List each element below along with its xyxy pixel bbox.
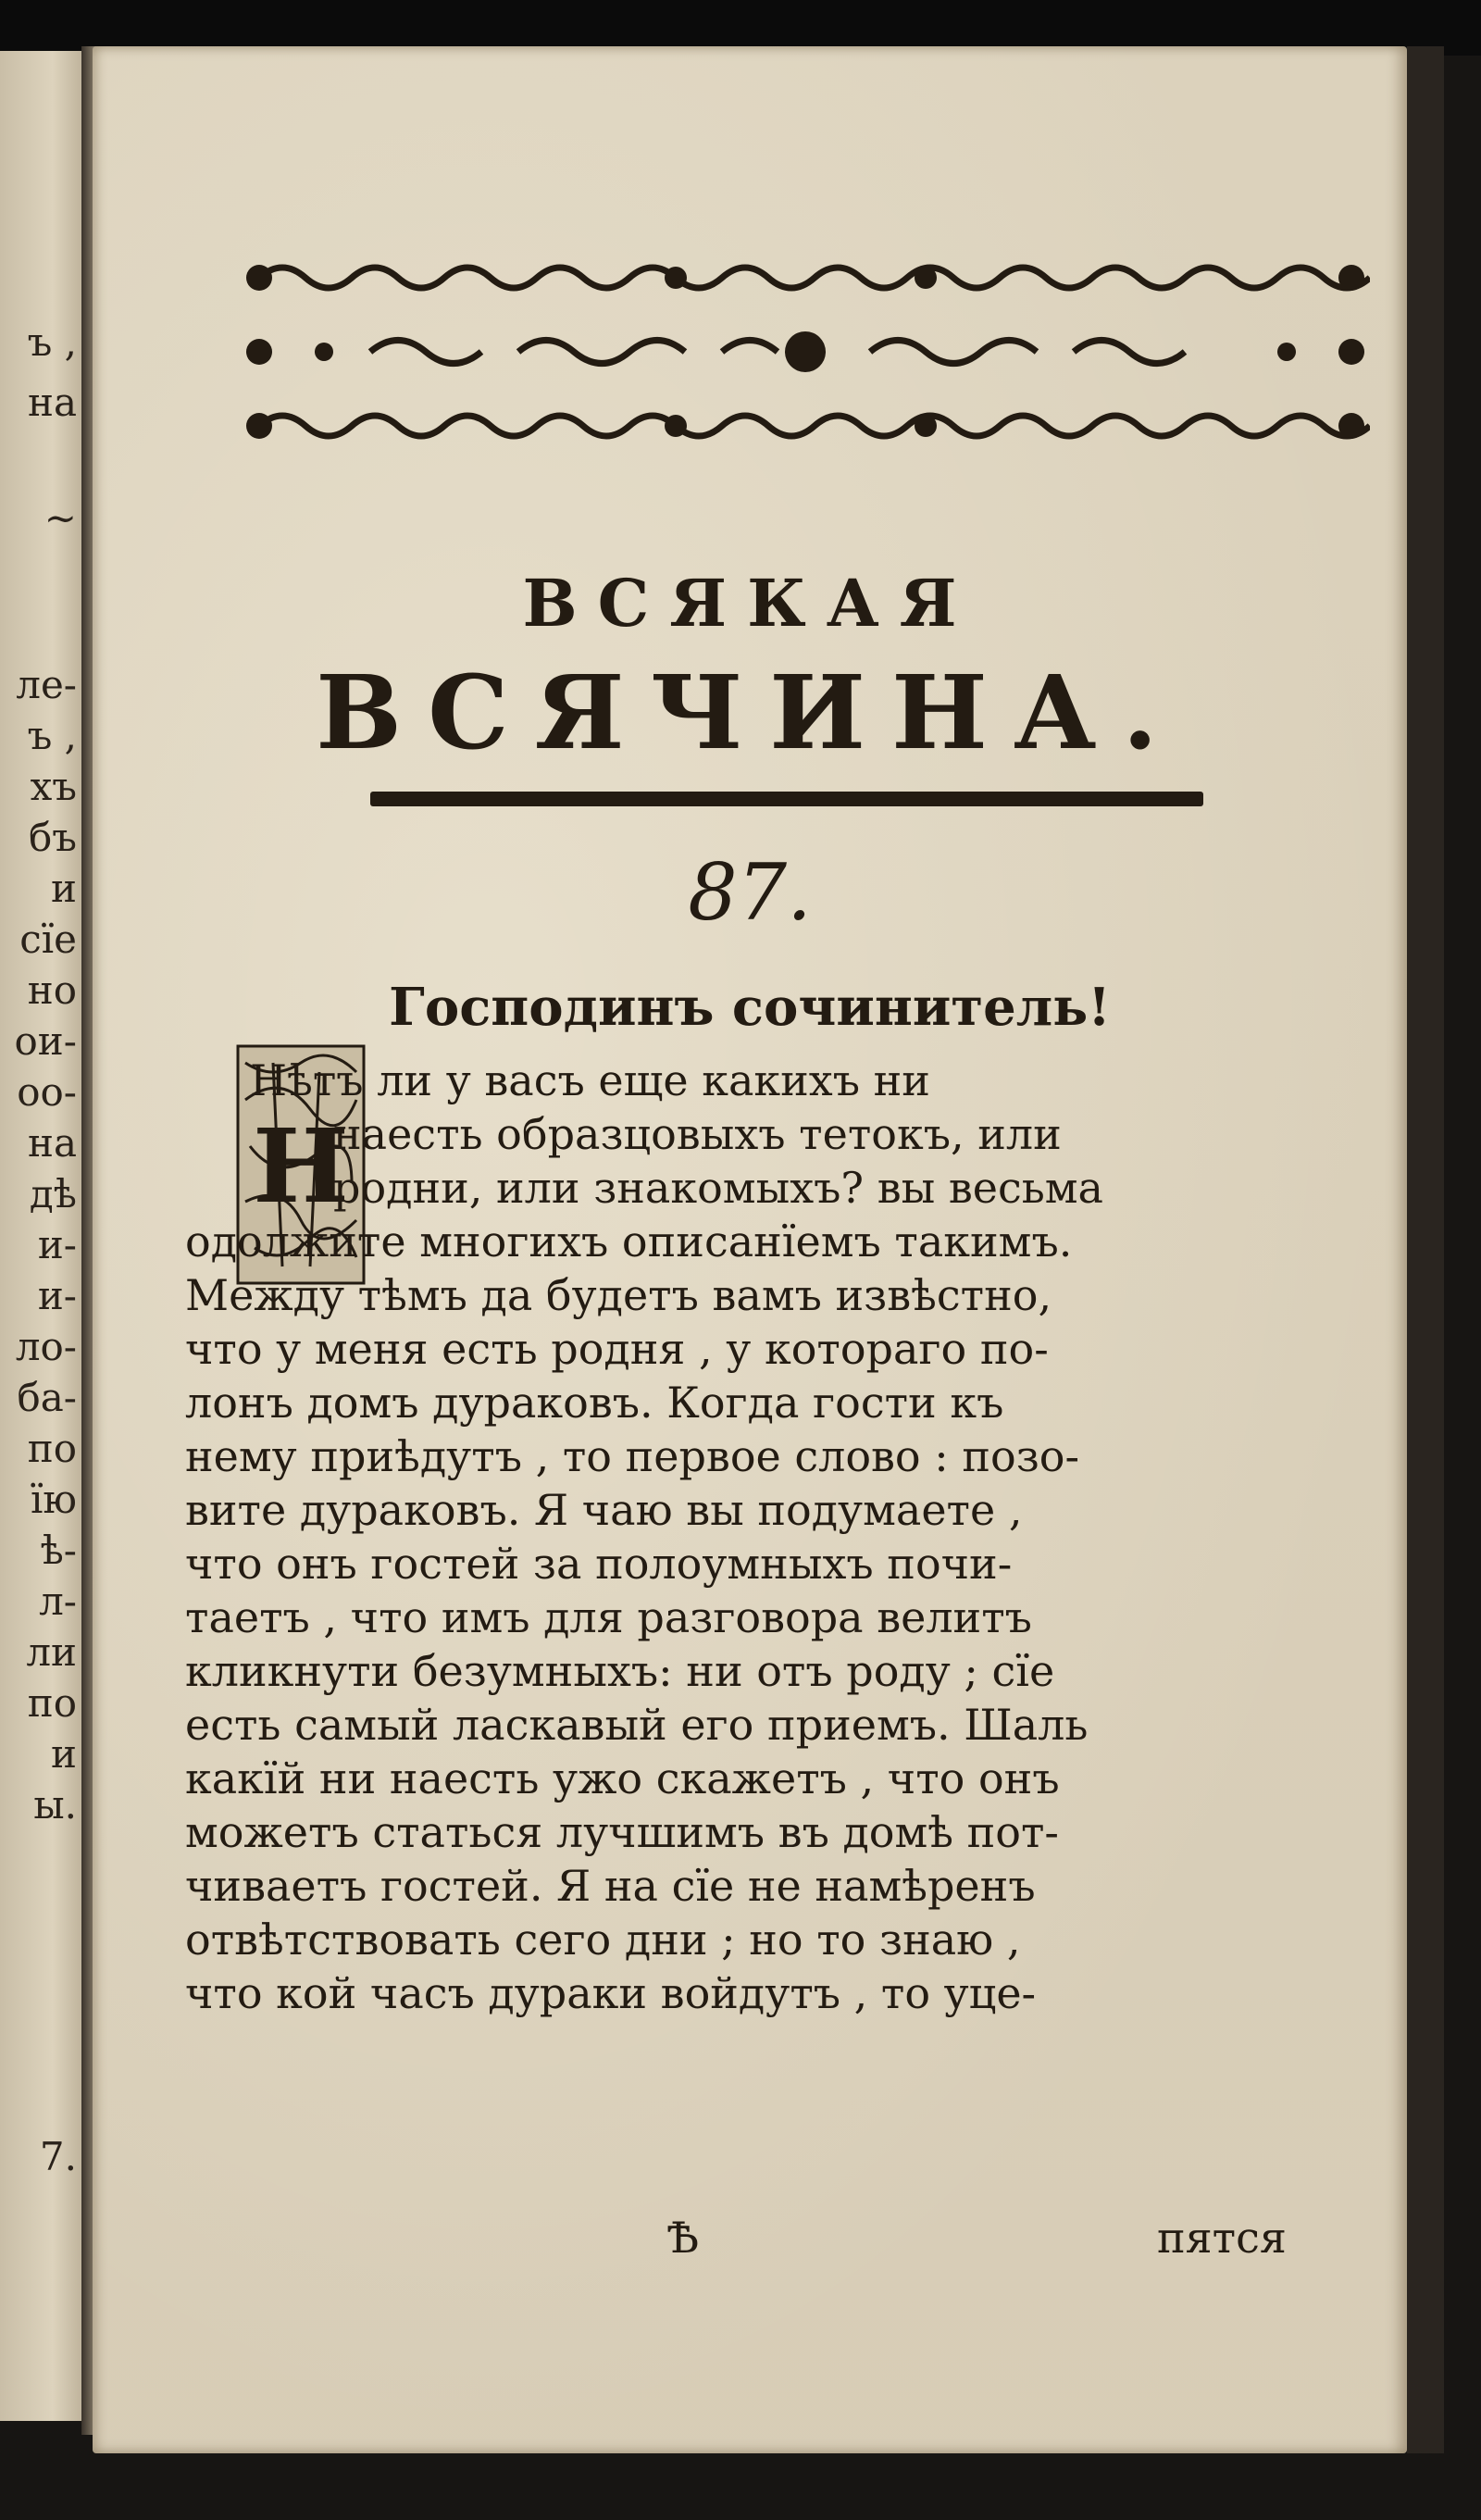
facing-page-fragment: оо- — [17, 1069, 77, 1115]
text-line: можетъ статься лучшимъ въ домѣ пот- — [185, 1807, 1059, 1857]
facing-page-fragment: ло- — [15, 1324, 77, 1369]
facing-page-fragment: но — [27, 967, 77, 1013]
facing-page-fragment: на — [27, 1120, 77, 1166]
facing-page-fragment: на — [27, 380, 77, 425]
title-line-2: ВСЯЧИНА. — [316, 653, 1184, 772]
text-line: нему приѣдутъ , то первое слово : позо- — [185, 1431, 1080, 1481]
signature-mark: Ѣ — [666, 2213, 700, 2263]
facing-page-fragment: їю — [31, 1477, 77, 1522]
facing-page-fragment: ы. — [33, 1782, 77, 1828]
text-line: что кой часъ дураки войдутъ , то уце- — [185, 1968, 1037, 2018]
facing-page-fragment: по — [27, 1680, 77, 1726]
facing-page-fragment: ъ , — [27, 713, 77, 758]
right-background — [1407, 46, 1444, 2453]
text-line: есть самый ласкавый его приемъ. Шаль — [185, 1700, 1089, 1750]
salutation: Господинъ сочинитель! — [389, 977, 1111, 1038]
text-line: что у меня есть родня , у котораго по- — [185, 1324, 1049, 1374]
facing-page-fragment: ои- — [14, 1018, 77, 1064]
facing-page-fragment: ле- — [16, 662, 77, 707]
text-line: лонъ домъ дураковъ. Когда гости къ — [185, 1378, 1004, 1428]
facing-page-fragment: и — [51, 1731, 77, 1777]
facing-page-fragment: ъ , — [27, 319, 77, 365]
facing-page-fragment: и- — [37, 1273, 77, 1318]
issue-number: 87. — [688, 847, 812, 938]
text-line: чиваетъ гостей. Я на сїе не намѣренъ — [185, 1861, 1036, 1911]
text-line: Нѣтъ ли у васъ еще какихъ ни — [250, 1055, 930, 1105]
text-line: отвѣтствовать сего дни ; но то знаю , — [185, 1915, 1021, 1965]
facing-page-fragment: 7. — [39, 2134, 77, 2179]
facing-page-fragment: по — [27, 1426, 77, 1471]
facing-page-fragment: бъ — [28, 815, 77, 860]
text-line: кликнути безумныхъ: ни отъ роду ; сїе — [185, 1646, 1055, 1696]
catchword: пятся — [1157, 2213, 1287, 2263]
text-line: родни, или знакомыхъ? вы весьма — [333, 1163, 1103, 1213]
facing-page-fragment: ~ — [44, 495, 77, 541]
text-line: таетъ , что имъ для разговора велитъ — [185, 1592, 1032, 1642]
facing-page-fragment: и — [51, 866, 77, 911]
text-line: какїй ни наесть ужо скажетъ , что онъ — [185, 1753, 1060, 1803]
title-line-1: ВСЯКАЯ — [522, 565, 977, 642]
headpiece-ornament-icon — [241, 250, 1370, 454]
text-line: Между тѣмъ да будетъ вамъ извѣстно, — [185, 1270, 1052, 1320]
ornamental-headpiece — [241, 250, 1370, 454]
facing-page-fragment: л- — [39, 1578, 77, 1624]
facing-page-fragment: ба- — [17, 1375, 77, 1420]
book-page — [93, 46, 1407, 2453]
text-line: одолжите многихъ описанїемъ такимъ. — [185, 1216, 1073, 1266]
text-line: вите дураковъ. Я чаю вы подумаете , — [185, 1485, 1023, 1535]
text-line: что онъ гостей за полоумныхъ почи- — [185, 1539, 1013, 1589]
facing-page-fragment: сїе — [19, 917, 77, 962]
facing-page-fragment: и- — [37, 1222, 77, 1267]
facing-page-fragment: ѣ- — [40, 1528, 77, 1573]
title-rule — [370, 792, 1203, 806]
facing-page-fragment: хъ — [30, 764, 77, 809]
facing-page-fragment: ли — [26, 1629, 77, 1675]
facing-page-fragment: дѣ — [29, 1171, 77, 1216]
text-line: наесть образцовыхъ тетокъ, или — [333, 1109, 1062, 1159]
svg-text:Н: Н — [253, 1106, 349, 1226]
facing-page-edge — [0, 51, 88, 2421]
